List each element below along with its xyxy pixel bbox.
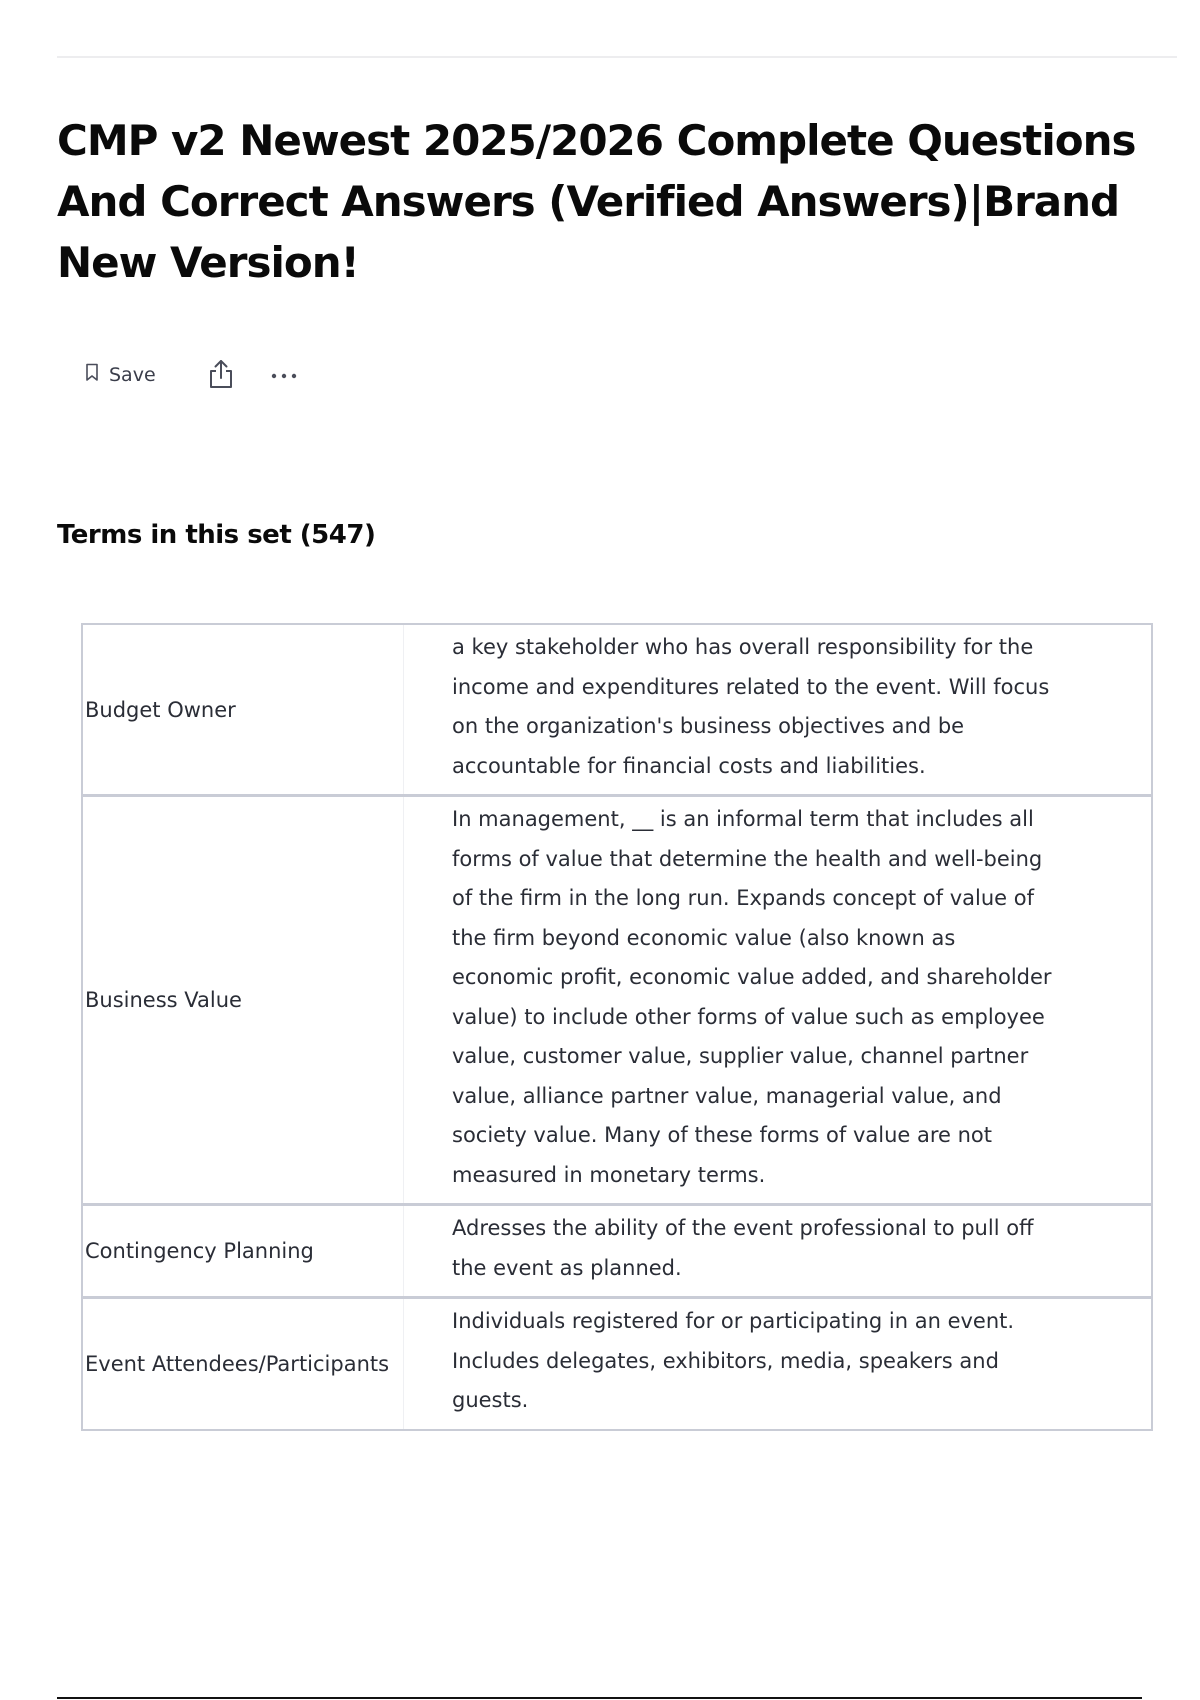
definition-cell: In management, __ is an informal term that includes all forms of value that determine the health and well-being of the firm in the long run. Expands concept of value of the firm beyond economic value (also known as economic profit, economic value added, and shareholder value) to include other forms of value such as employee value, customer value, supplier value, channel partner value, alliance partner value, managerial value, and society value. Many of these forms of value are not measured in monetary terms.: [452, 807, 1052, 1187]
terms-table: [81, 623, 1153, 1431]
definition-cell: Individuals registered for or participating in an event. Includes delegates, exhibitors, media, speakers and guests.: [452, 1309, 1015, 1412]
definition-cell: Adresses the ability of the event professional to pull off the event as planned.: [452, 1216, 1034, 1280]
table-row: [82, 796, 1152, 1205]
save-button[interactable]: [85, 363, 156, 387]
terms-heading: Terms in this set (547): [57, 520, 376, 550]
bookmark-icon: [85, 363, 99, 387]
action-bar: [85, 358, 298, 392]
term-cell: Event Attendees/Participants: [82, 1298, 404, 1430]
more-options-button[interactable]: [270, 368, 298, 383]
term-cell: Business Value: [82, 796, 404, 1205]
share-icon: [208, 359, 234, 392]
bottom-divider: [57, 1697, 1142, 1699]
table-row: [82, 624, 1152, 796]
table-row: [82, 1298, 1152, 1430]
share-button[interactable]: [208, 359, 234, 392]
term-cell: Contingency Planning: [82, 1205, 404, 1298]
page-title: CMP v2 Newest 2025/2026 Complete Questions And Correct Answers (Verified Answers)|Brand New Version!: [57, 116, 1136, 287]
definition-cell: a key stakeholder who has overall responsibility for the income and expenditures related to the event. Will focus on the organization's business objectives and be accountable for financial costs and liabilities.: [452, 635, 1050, 778]
top-divider: [57, 56, 1177, 58]
term-cell: Budget Owner: [82, 624, 404, 796]
table-row: [82, 1205, 1152, 1298]
save-label: Save: [109, 364, 156, 386]
more-horizontal-icon: [270, 368, 298, 383]
